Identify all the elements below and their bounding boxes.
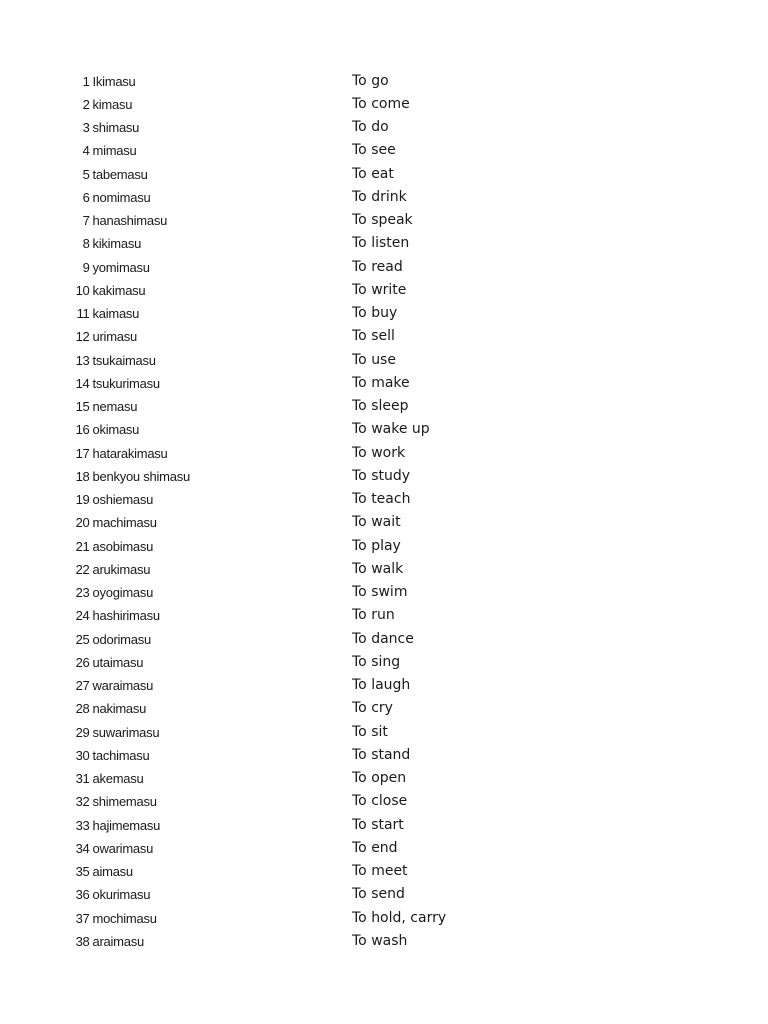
verb-romaji: nemasu: [92, 399, 138, 414]
row-number: 26: [75, 654, 90, 670]
verb-english: To meet: [352, 863, 408, 879]
list-item: [0, 907, 768, 930]
verb-romaji: kimasu: [92, 96, 133, 112]
row-number: 11: [76, 306, 90, 321]
list-item: [0, 418, 768, 441]
verb-english: To run: [352, 607, 395, 624]
list-item: [0, 256, 768, 279]
verb-romaji: tsukaimasu: [92, 352, 156, 368]
row-number: 28: [75, 701, 90, 717]
row-number: 23: [75, 585, 90, 600]
verb-english: To listen: [352, 235, 410, 252]
list-item: [0, 860, 768, 883]
verb-english: To drink: [352, 188, 407, 205]
verb-romaji: waraimasu: [92, 678, 154, 693]
list-item: [0, 790, 768, 813]
verb-romaji: arukimasu: [92, 561, 151, 577]
row-number: 30: [75, 747, 90, 763]
verb-english: To sing: [352, 653, 401, 670]
verb-english: To make: [352, 374, 410, 391]
verb-english: To come: [352, 95, 410, 112]
row-number: 20: [75, 515, 90, 531]
row-number: 1: [82, 73, 90, 89]
row-number: 38: [75, 933, 90, 949]
row-number: 17: [75, 445, 90, 461]
list-item: [0, 535, 768, 558]
list-item: [0, 604, 768, 627]
list-item: [0, 209, 768, 232]
verb-english: To cry: [352, 700, 393, 717]
list-item: [0, 883, 768, 906]
verb-romaji: suwarimasu: [92, 724, 160, 740]
list-item: [0, 488, 768, 511]
row-number: 2: [82, 96, 90, 112]
verb-english: To work: [352, 444, 406, 461]
verb-english: To study: [352, 467, 411, 484]
verb-romaji: akemasu: [92, 771, 144, 786]
list-item: [0, 721, 768, 744]
row-number: 4: [82, 143, 90, 159]
row-number: 19: [75, 492, 90, 507]
verb-list: [0, 70, 768, 954]
list-item: [0, 767, 768, 790]
list-item: [0, 511, 768, 534]
list-item: [0, 674, 768, 697]
list-item: [0, 349, 768, 372]
verb-english: To stand: [352, 746, 411, 763]
row-number: 14: [75, 375, 90, 391]
verb-english: To swim: [352, 584, 408, 600]
row-number: 18: [75, 468, 90, 484]
list-item: [0, 70, 768, 93]
verb-romaji: mochimasu: [92, 910, 157, 926]
row-number: 13: [75, 352, 90, 368]
verb-romaji: kakimasu: [92, 282, 146, 298]
verb-romaji: oyogimasu: [92, 585, 154, 600]
list-item: [0, 395, 768, 418]
verb-romaji: okurimasu: [92, 887, 151, 903]
verb-romaji: araimasu: [92, 933, 144, 949]
verb-english: To use: [352, 351, 396, 368]
verb-english: To sleep: [352, 398, 409, 414]
row-number: 7: [82, 213, 90, 228]
row-number: 12: [75, 329, 90, 345]
row-number: 16: [75, 422, 90, 438]
list-item: [0, 139, 768, 162]
verb-romaji: okimasu: [92, 422, 140, 438]
verb-romaji: Ikimasu: [92, 73, 136, 89]
verb-romaji: shimasu: [92, 120, 140, 135]
row-number: 27: [75, 678, 90, 693]
verb-english: To do: [352, 119, 389, 135]
verb-romaji: hashirimasu: [92, 608, 160, 624]
list-item: [0, 628, 768, 651]
row-number: 37: [75, 910, 90, 926]
verb-english: To laugh: [352, 677, 411, 693]
row-number: 32: [75, 794, 90, 810]
row-number: 8: [82, 236, 90, 252]
verb-romaji: mimasu: [92, 143, 137, 159]
verb-romaji: nakimasu: [92, 701, 147, 717]
verb-romaji: hajimemasu: [92, 817, 161, 833]
row-number: 22: [75, 561, 90, 577]
list-item: [0, 697, 768, 720]
verb-english: To wake up: [352, 421, 430, 438]
verb-english: To close: [352, 793, 408, 810]
verb-romaji: urimasu: [92, 329, 137, 345]
row-number: 31: [75, 771, 90, 786]
list-item: [0, 930, 768, 953]
verb-english: To write: [352, 281, 407, 298]
list-item: [0, 186, 768, 209]
verb-romaji: hatarakimasu: [92, 445, 168, 461]
list-item: [0, 442, 768, 465]
verb-english: To teach: [352, 491, 411, 507]
list-item: [0, 651, 768, 674]
list-item: [0, 279, 768, 302]
verb-romaji: odorimasu: [92, 631, 151, 647]
verb-romaji: tsukurimasu: [92, 375, 160, 391]
row-number: 10: [75, 282, 90, 298]
verb-romaji: owarimasu: [92, 840, 154, 856]
verb-romaji: benkyou shimasu: [92, 468, 190, 484]
verb-english: To read: [352, 258, 403, 275]
verb-romaji: machimasu: [92, 515, 157, 531]
verb-english: To hold, carry: [352, 909, 447, 926]
verb-english: To speak: [352, 212, 413, 228]
verb-english: To wash: [352, 932, 408, 949]
row-number: 24: [75, 608, 90, 624]
list-item: [0, 232, 768, 255]
verb-romaji: tabemasu: [92, 166, 148, 182]
row-number: 6: [82, 189, 90, 205]
verb-english: To see: [352, 142, 396, 159]
row-number: 29: [75, 724, 90, 740]
verb-english: To sit: [352, 723, 388, 740]
verb-romaji: aimasu: [92, 864, 133, 879]
row-number: 35: [75, 864, 90, 879]
list-item: [0, 93, 768, 116]
row-number: 15: [75, 399, 90, 414]
verb-english: To start: [352, 816, 404, 833]
verb-romaji: nomimasu: [92, 189, 151, 205]
verb-english: To go: [352, 72, 389, 89]
verb-romaji: kikimasu: [92, 236, 142, 252]
row-number: 5: [82, 166, 90, 182]
list-item: [0, 325, 768, 348]
row-number: 3: [82, 120, 90, 135]
verb-english: To wait: [352, 514, 401, 531]
verb-english: To walk: [352, 560, 404, 577]
row-number: 21: [75, 538, 90, 554]
verb-english: To eat: [352, 165, 394, 182]
verb-romaji: shimemasu: [92, 794, 157, 810]
verb-romaji: tachimasu: [92, 747, 150, 763]
verb-english: To dance: [352, 630, 414, 647]
verb-romaji: asobimasu: [92, 538, 154, 554]
list-item: [0, 116, 768, 139]
row-number: 9: [82, 259, 90, 275]
row-number: 36: [75, 887, 90, 903]
verb-romaji: hanashimasu: [92, 213, 168, 228]
list-item: [0, 837, 768, 860]
verb-english: To send: [352, 886, 405, 903]
row-number: 34: [75, 840, 90, 856]
list-item: [0, 814, 768, 837]
list-item: [0, 372, 768, 395]
verb-english: To end: [352, 839, 398, 856]
list-item: [0, 163, 768, 186]
list-item: [0, 744, 768, 767]
verb-romaji: yomimasu: [92, 259, 150, 275]
list-item: [0, 302, 768, 325]
row-number: 33: [75, 817, 90, 833]
list-item: [0, 465, 768, 488]
verb-romaji: utaimasu: [92, 654, 144, 670]
verb-english: To sell: [352, 328, 395, 345]
list-item: [0, 558, 768, 581]
list-item: [0, 581, 768, 604]
verb-english: To play: [352, 537, 401, 554]
row-number: 25: [75, 631, 90, 647]
verb-romaji: kaimasu: [92, 306, 140, 321]
verb-romaji: oshiemasu: [92, 492, 154, 507]
verb-english: To buy: [352, 305, 398, 321]
verb-english: To open: [352, 770, 407, 786]
